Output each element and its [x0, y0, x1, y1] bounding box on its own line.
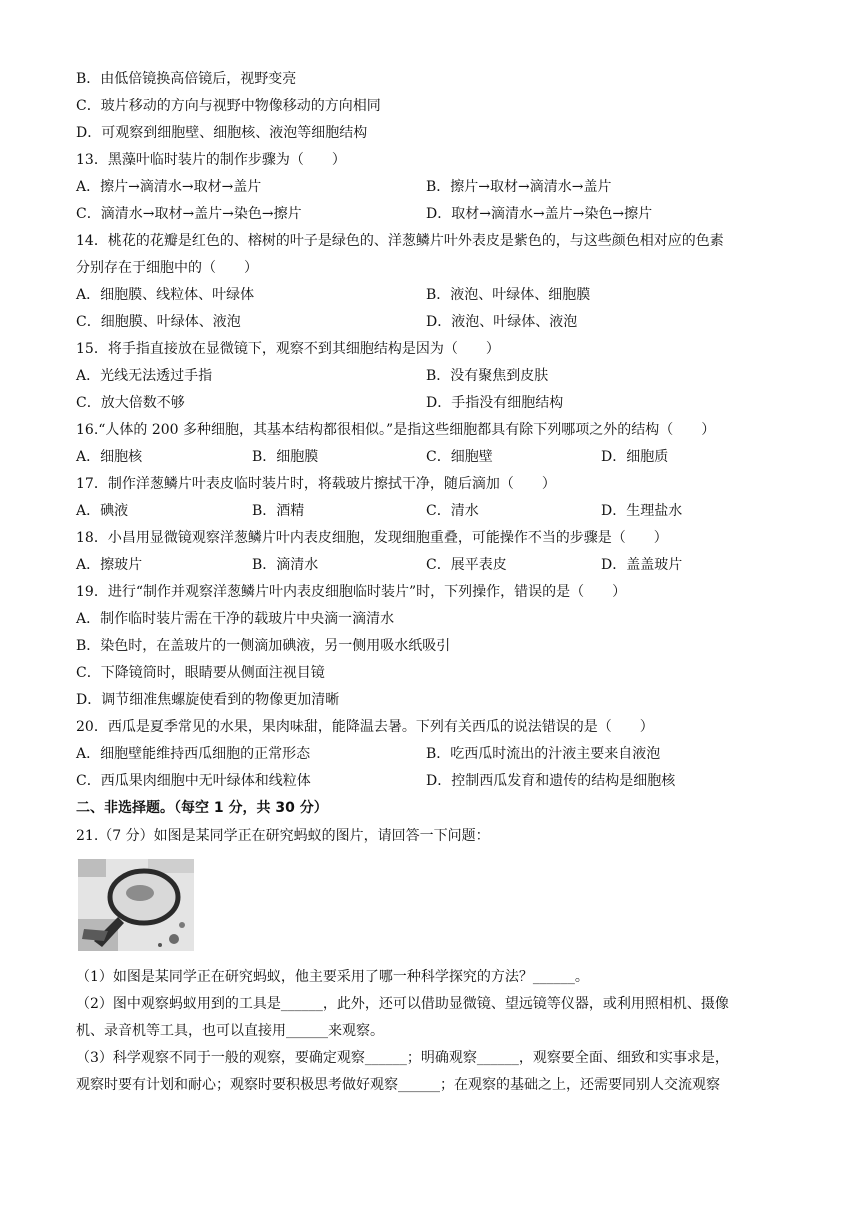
- q18-stem: 18．小昌用显微镜观察洋葱鳞片叶内表皮细胞，发现细胞重叠，可能操作不当的步骤是（ ）: [76, 530, 668, 546]
- q20-options-row2: [76, 768, 790, 795]
- q13-option-c: C．滴清水→取材→盖片→染色→擦片: [76, 206, 302, 222]
- q21-part2-line2: 机、录音机等工具，也可以直接用______来观察。: [76, 1023, 384, 1039]
- q12-option-d: D．可观察到细胞壁、细胞核、液泡等细胞结构: [76, 125, 368, 141]
- q18-options: [76, 552, 790, 579]
- q15-option-a: A．光线无法透过手指: [76, 368, 213, 384]
- q19-stem: 19．进行“制作并观察洋葱鳞片叶内表皮细胞临时装片”时，下列操作，错误的是（ ）: [76, 584, 627, 600]
- q20-option-d: D．控制西瓜发育和遗传的结构是细胞核: [426, 773, 676, 789]
- q13-options-row2: [76, 201, 790, 228]
- q15-stem: 15．将手指直接放在显微镜下，观察不到其细胞结构是因为（ ）: [76, 341, 500, 357]
- section-heading-nonchoice: 二、非选择题。（每空 1 分，共 30 分）: [76, 800, 328, 816]
- q14-option-c: C．细胞膜、叶绿体、液泡: [76, 314, 241, 330]
- q20-option-b: B．吃西瓜时流出的汁液主要来自液泡: [426, 746, 661, 762]
- q15-options-row1: [76, 363, 790, 390]
- q17-options: [76, 498, 790, 525]
- q15-option-d: D．手指没有细胞结构: [426, 395, 564, 411]
- q12-option-c: C．玻片移动的方向与视野中物像移动的方向相同: [76, 98, 381, 114]
- magnifying-glass-photo-icon: [78, 859, 194, 951]
- q21-part3-line2: 观察时要有计划和耐心；观察时要积极思考做好观察______；在观察的基础之上，还需要同别人交流观察: [76, 1077, 720, 1093]
- q18-option-c: C．展平表皮: [426, 557, 507, 573]
- q16-option-d: D．细胞质: [601, 449, 669, 465]
- q21-part3-line1: （3）科学观察不同于一般的观察，要确定观察______；明确观察______，观察要全面、细致和实事求是，: [76, 1050, 729, 1066]
- q17-option-a: A．碘液: [76, 503, 129, 519]
- q18-option-b: B．滴清水: [252, 557, 319, 573]
- q13-option-d: D．取材→滴清水→盖片→染色→擦片: [426, 206, 653, 222]
- q14-option-d: D．液泡、叶绿体、液泡: [426, 314, 578, 330]
- q13-option-a: A．擦片→滴清水→取材→盖片: [76, 179, 262, 195]
- q17-option-d: D．生理盐水: [601, 503, 683, 519]
- q19-option-a: A．制作临时装片需在干净的载玻片中央滴一滴清水: [76, 611, 395, 627]
- q20-option-a: A．细胞壁能维持西瓜细胞的正常形态: [76, 746, 311, 762]
- q15-options-row2: [76, 390, 790, 417]
- q19-option-b: B．染色时，在盖玻片的一侧滴加碘液，另一侧用吸水纸吸引: [76, 638, 451, 654]
- q16-option-b: B．细胞膜: [252, 449, 319, 465]
- q16-option-a: A．细胞核: [76, 449, 143, 465]
- q20-stem: 20．西瓜是夏季常见的水果，果肉味甜，能降温去暑。下列有关西瓜的说法错误的是（ ）: [76, 719, 654, 735]
- q21-part2-line1: （2）图中观察蚂蚁用到的工具是______，此外，还可以借助显微镜、望远镜等仪器，或利用照相机、摄像: [76, 996, 729, 1012]
- q18-option-d: D．盖盖玻片: [601, 557, 683, 573]
- q19-option-c: C．下降镜筒时，眼睛要从侧面注视目镜: [76, 665, 325, 681]
- q20-options-row1: [76, 741, 790, 768]
- q17-stem: 17．制作洋葱鳞片叶表皮临时装片时，将载玻片擦拭干净，随后滴加（ ）: [76, 476, 556, 492]
- q18-option-a: A．擦玻片: [76, 557, 143, 573]
- q17-option-c: C．清水: [426, 503, 479, 519]
- q13-option-b: B．擦片→取材→滴清水→盖片: [426, 179, 612, 195]
- q14-stem-line2: 分别存在于细胞中的（ ）: [76, 260, 258, 276]
- q21-part1: （1）如图是某同学正在研究蚂蚁，他主要采用了哪一种科学探究的方法？______。: [76, 969, 589, 985]
- q13-options-row1: [76, 174, 790, 201]
- q20-option-c: C．西瓜果肉细胞中无叶绿体和线粒体: [76, 773, 311, 789]
- q12-option-b: B．由低倍镜换高倍镜后，视野变亮: [76, 71, 297, 87]
- q17-option-b: B．酒精: [252, 503, 305, 519]
- q14-stem-line1: 14．桃花的花瓣是红色的、榕树的叶子是绿色的、洋葱鳞片叶外表皮是紫色的，与这些颜色相对应的色素: [76, 233, 724, 249]
- q16-options: [76, 444, 790, 471]
- q15-option-c: C．放大倍数不够: [76, 395, 185, 411]
- q16-stem: 16.“人体的 200 多种细胞，其基本结构都很相似。”是指这些细胞都具有除下列哪项之外的结构（ ）: [76, 422, 716, 438]
- q14-option-b: B．液泡、叶绿体、细胞膜: [426, 287, 591, 303]
- q14-option-a: A．细胞膜、线粒体、叶绿体: [76, 287, 255, 303]
- q14-options-row1: [76, 282, 790, 309]
- q15-option-b: B．没有聚焦到皮肤: [426, 368, 549, 384]
- q16-option-c: C．细胞壁: [426, 449, 493, 465]
- ant-observation-photo: [78, 859, 194, 951]
- q13-stem: 13．黑藻叶临时装片的制作步骤为（ ）: [76, 152, 346, 168]
- q21-stem: 21.（7 分）如图是某同学正在研究蚂蚁的图片，请回答一下问题：: [76, 828, 490, 844]
- q14-options-row2: [76, 309, 790, 336]
- q19-option-d: D．调节细准焦螺旋使看到的物像更加清晰: [76, 692, 340, 708]
